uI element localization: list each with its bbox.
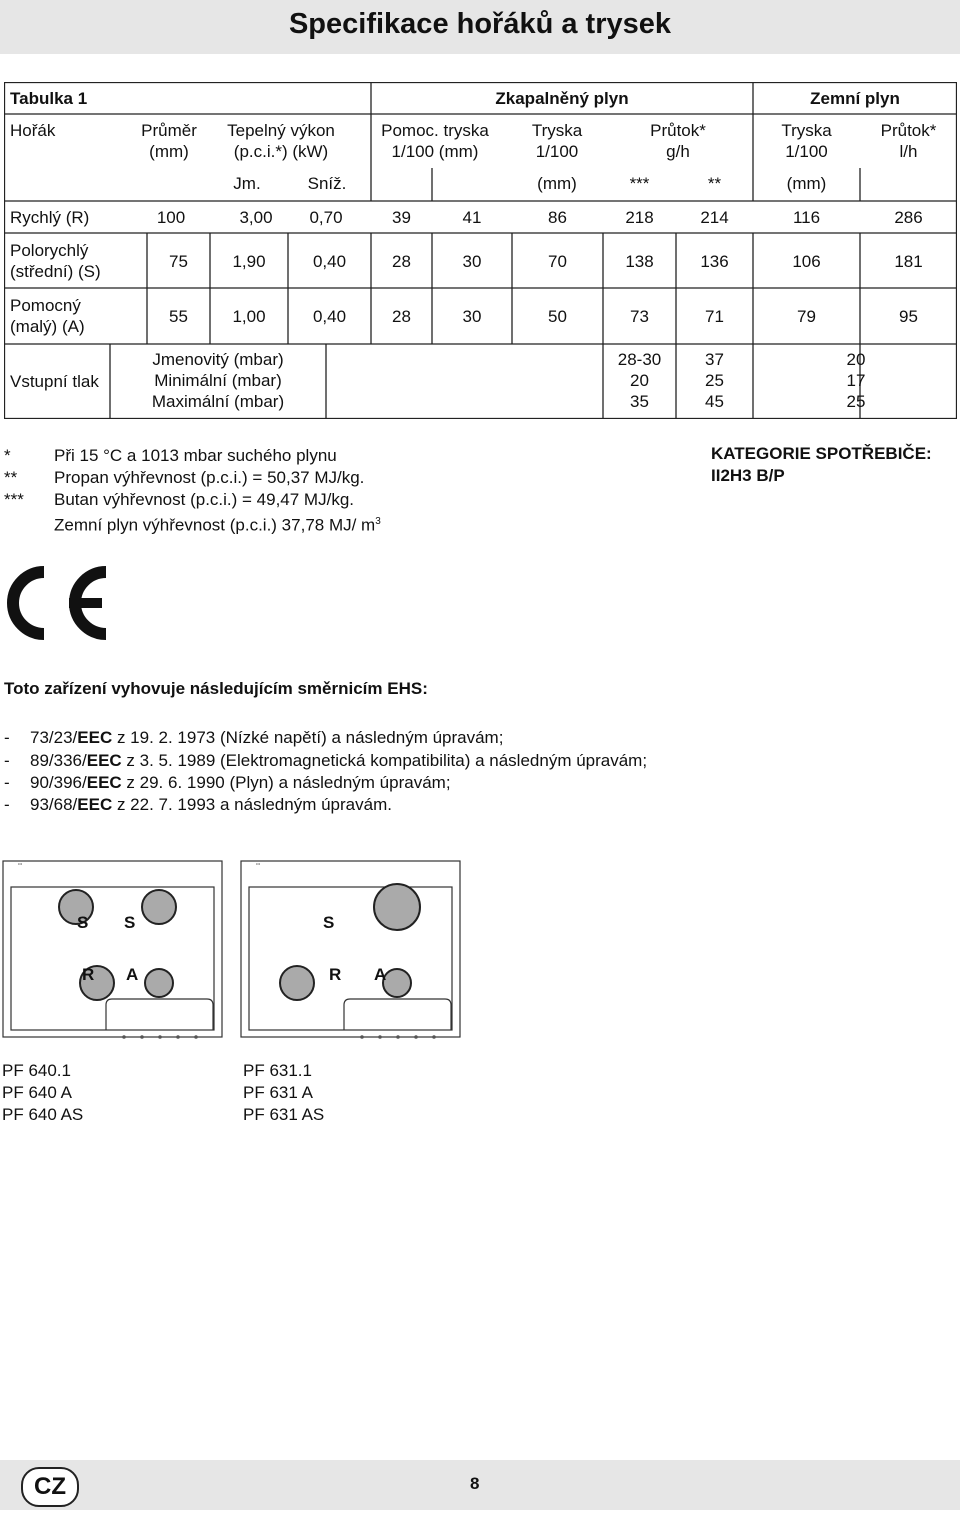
- table-cell: 28: [392, 307, 411, 326]
- table-cell: 28: [392, 252, 411, 271]
- header-propane-mark: **: [707, 174, 722, 193]
- table-cell: 3,00: [239, 208, 273, 227]
- language-badge: CZ: [21, 1467, 79, 1507]
- model-list-right: PF 631.1 PF 631 A PF 631 AS: [243, 1061, 325, 1124]
- pressure-butane: 28-30 20 35: [617, 350, 662, 411]
- table-cell: 41: [462, 208, 482, 227]
- burner-label: R: [82, 965, 95, 984]
- model-list-left: PF 640.1 PF 640 A PF 640 AS: [2, 1061, 84, 1124]
- burner-label: S: [77, 913, 89, 932]
- row-name-semirapid: Polorychlý (střední) (S): [10, 241, 101, 281]
- row-name-pressure: Vstupní tlak: [10, 372, 99, 391]
- table-cell: 30: [462, 307, 482, 326]
- footnote: Butan výhřevnost (p.c.i.) = 49,47 MJ/kg.: [54, 490, 354, 509]
- header-power: Tepelný výkon (p.c.i.*) (kW): [227, 121, 335, 161]
- table-cell: 71: [705, 307, 724, 326]
- footnote: Zemní plyn výhřevnost (p.c.i.) 37,78 MJ/ $m^3$: [54, 515, 381, 535]
- header-ng-flow: Průtok* l/h: [880, 121, 937, 161]
- table-cell: 30: [462, 252, 482, 271]
- table-cell: 39: [392, 208, 411, 227]
- appliance-category: KATEGORIE SPOTŘEBIČE: II2H3 B/P: [711, 444, 932, 485]
- directives-title: Toto zařízení vyhovuje následujícím směrnicím EHS:: [4, 679, 428, 698]
- footnote-marks: * ** ***: [4, 446, 24, 509]
- footnote: Při 15 °C a 1013 mbar suchého plynu: [54, 446, 337, 465]
- page-number: 8: [470, 1474, 480, 1493]
- footnotes: [54, 445, 381, 537]
- table-cell: 95: [899, 307, 918, 326]
- pressure-labels: Jmenovitý (mbar) Minimální (mbar) Maximální (mbar): [151, 350, 285, 411]
- directive-item: - 89/336/EEC z 3. 5. 1989 (Elektromagnetická kompatibilita) a následným úpravám;: [4, 751, 648, 770]
- table-cell: 138: [625, 252, 654, 271]
- table-cell: 50: [548, 307, 567, 326]
- row-name-auxiliary: Pomocný (malý) (A): [10, 296, 85, 336]
- spec-table: [4, 82, 957, 419]
- footer-bar: [0, 1460, 960, 1510]
- svg-text:•••: •••: [18, 861, 23, 866]
- table-cell: 286: [894, 208, 923, 227]
- header-power-nominal: Jm.: [233, 174, 261, 193]
- header-lpg-nozzle: Tryska 1/100: [531, 121, 583, 161]
- burner-label: S: [323, 913, 335, 932]
- table-cell: 79: [797, 307, 816, 326]
- table-cell: 136: [700, 252, 729, 271]
- hob-diagram-4-burner: [2, 857, 224, 1048]
- pressure-natural: 20 17 25: [846, 350, 866, 411]
- table-cell: 55: [169, 307, 188, 326]
- directive-item: - 90/396/EEC z 29. 6. 1990 (Plyn) a následným úpravám;: [4, 773, 451, 792]
- footnote: Propan výhřevnost (p.c.i.) = 50,37 MJ/kg.: [54, 468, 365, 487]
- header-butane-mark: ***: [629, 174, 650, 193]
- table-cell: 86: [548, 208, 567, 227]
- table-cell: 0,70: [309, 208, 343, 227]
- header-diameter: Průměr (mm): [141, 121, 197, 161]
- table-cell: 100: [156, 208, 186, 227]
- table-cell: 106: [792, 252, 821, 271]
- table-cell: 116: [792, 208, 821, 227]
- table-cell: 73: [630, 307, 649, 326]
- burner-label: R: [329, 965, 342, 984]
- svg-text:•••: •••: [256, 861, 261, 866]
- pressure-propane: 37 25 45: [705, 350, 724, 411]
- directive-item: - 93/68/EEC z 22. 7. 1993 a následným úpravám.: [4, 795, 392, 814]
- header-burner: Hořák: [10, 121, 56, 140]
- table-cell: 218: [625, 208, 654, 227]
- header-lpg-flow: Průtok* g/h: [650, 121, 706, 161]
- header-power-reduced: Sníž.: [307, 174, 347, 193]
- table-label: Tabulka 1: [10, 89, 88, 108]
- directive-item: - 73/23/EEC z 19. 2. 1973 (Nízké napětí) a následným úpravám;: [4, 728, 504, 747]
- header-ng-nozzle: Tryska 1/100: [781, 121, 832, 161]
- table-cell: 1,00: [232, 307, 266, 326]
- header-aux-nozzle: Pomoc. tryska 1/100 (mm): [381, 121, 489, 161]
- table-cell: 181: [894, 252, 923, 271]
- table-cell: 70: [548, 252, 567, 271]
- header-lpg-nozzle-unit: (mm): [537, 174, 577, 193]
- burner-label: S: [124, 913, 136, 932]
- table-cell: 214: [700, 208, 729, 227]
- hob-diagram-3-burner: [240, 857, 462, 1048]
- table-cell: 1,90: [232, 252, 266, 271]
- group-natural-gas: Zemní plyn: [810, 89, 900, 108]
- table-cell: 0,40: [312, 307, 347, 326]
- burner-label: A: [126, 965, 139, 984]
- group-lpg: Zkapalněný plyn: [495, 89, 629, 108]
- row-name-rapid: Rychlý (R): [10, 208, 90, 227]
- burner-label: A: [374, 965, 387, 984]
- table-cell: 0,40: [312, 252, 347, 271]
- title-bar: [0, 0, 960, 54]
- page-title: Specifikace hořáků a trysek: [288, 8, 672, 40]
- header-ng-nozzle-unit: (mm): [786, 174, 827, 193]
- ce-mark: [2, 562, 114, 649]
- table-cell: 75: [169, 252, 188, 271]
